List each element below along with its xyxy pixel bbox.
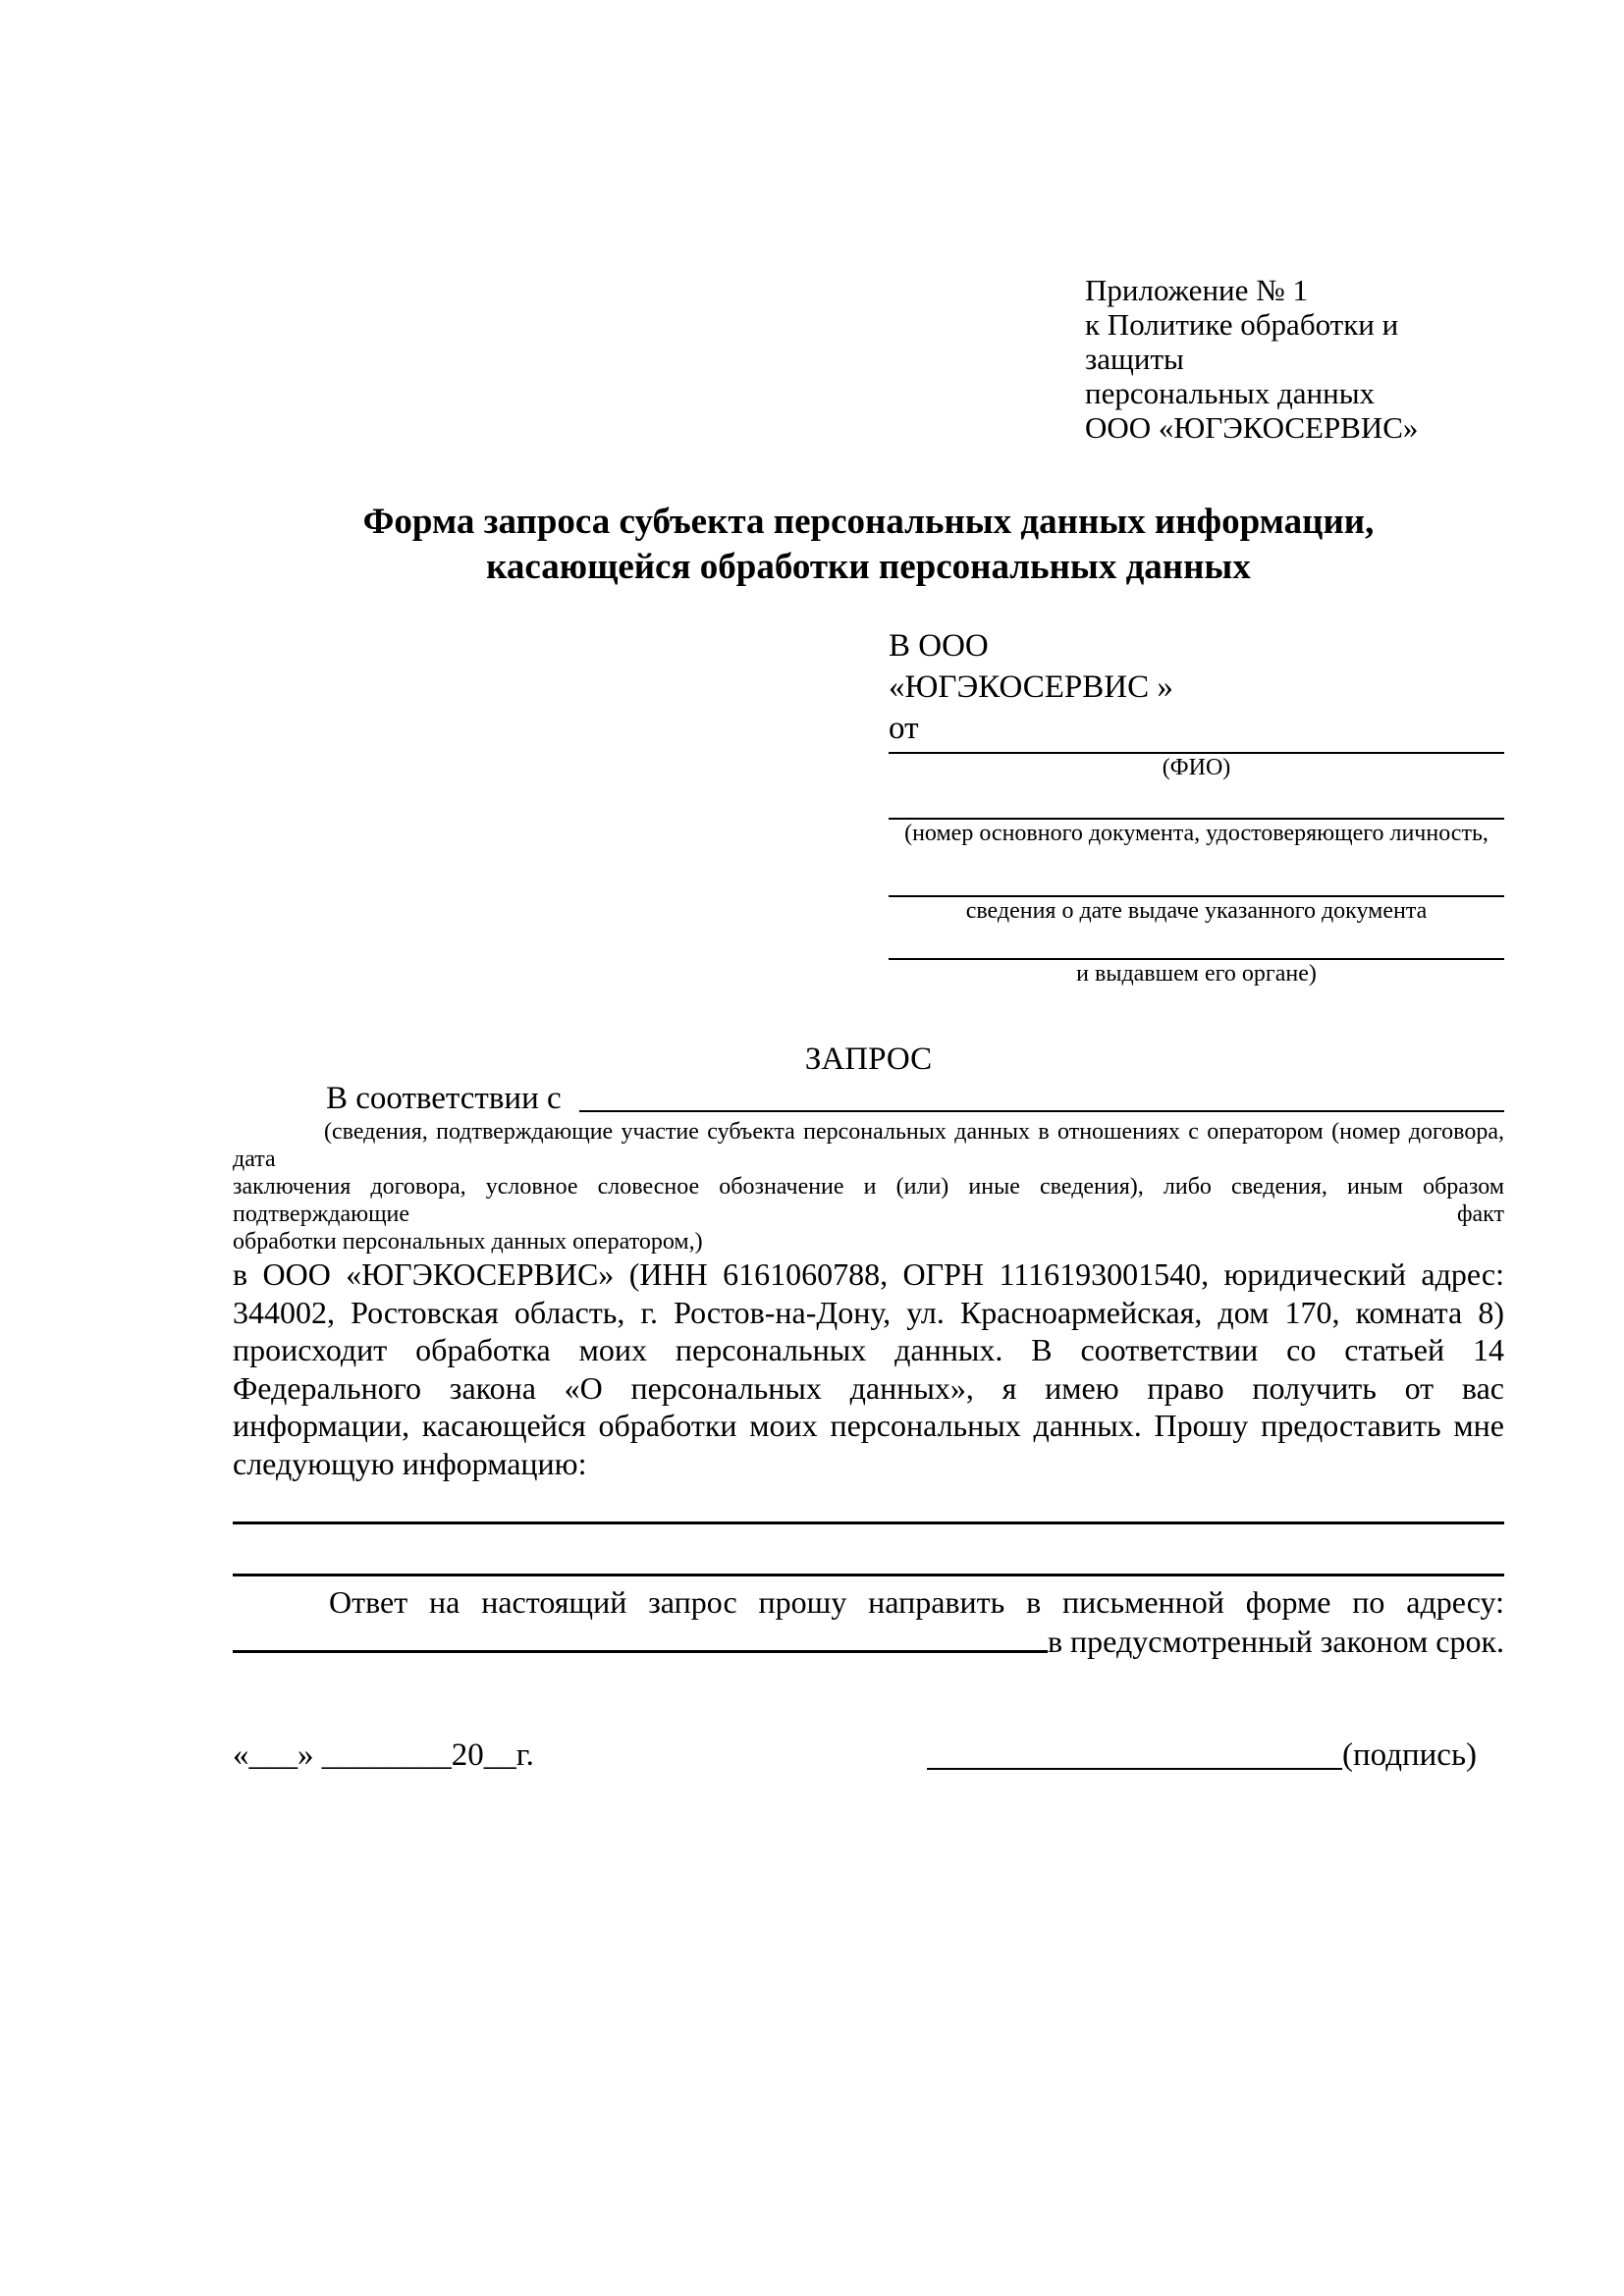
addressee-line: от: [889, 711, 919, 746]
information-blank-line: [233, 1524, 1504, 1576]
body-line: происходит обработка моих персональных данных. В соответствии со статьей 14: [233, 1332, 1504, 1367]
footer-row: [233, 1735, 1504, 1781]
document-title-line: касающейся обработки персональных данных: [486, 547, 1251, 587]
request-heading: ЗАПРОС: [804, 1041, 933, 1077]
body-line: следующую информацию:: [233, 1445, 587, 1481]
intro-row: [233, 1079, 1504, 1118]
annex-line: ООО «ЮГЭКОСЕРВИС»: [1085, 410, 1419, 445]
issue-date-field-caption: сведения о дате выдаче указанного документа: [965, 898, 1428, 924]
annex-line: Приложение № 1: [1085, 273, 1308, 307]
body-line: информации, касающейся обработки моих персональных данных. Прошу предоставить мне: [233, 1408, 1504, 1443]
document-title-line: Форма запроса субъекта персональных данных информации,: [362, 502, 1375, 542]
intro-label: В соответствии с: [326, 1081, 569, 1116]
intro-blank-line: [579, 1079, 1504, 1112]
addressee-block: [889, 625, 1504, 988]
signature-line: [927, 1768, 1342, 1770]
body-line: в ООО «ЮГЭКОСЕРВИС» (ИНН 6161060788, ОГРН 1116193001540, юридический адрес:: [233, 1256, 1504, 1292]
document-number-field-caption: (номер основного документа, удостоверяющего личность,: [904, 821, 1489, 846]
body-paragraph: [233, 1255, 1504, 1482]
intro-note-line: заключения договора, условное словесное обозначение и (или) иные сведения), либо сведения, иным образом подтверждающие факт: [233, 1174, 1504, 1227]
intro-note-line: обработки персональных данных оператором,): [233, 1229, 703, 1255]
body-line: 344002, Ростовская область, г. Ростов-на-Дону, ул. Красноармейская, дом 170, комната 8): [233, 1294, 1504, 1330]
intro-note-line: (сведения, подтверждающие участие субъекта персональных данных в отношениях с оператором (номер договора, дата: [233, 1119, 1504, 1172]
annex-line: персональных данных: [1085, 376, 1376, 410]
reply-tail: в предусмотренный законом срок.: [1047, 1624, 1504, 1659]
annex-block: [1085, 273, 1504, 445]
date-label: «___» ________20__г.: [233, 1737, 534, 1773]
reply-address-row: [233, 1622, 1504, 1661]
signature-caption: (подпись): [1342, 1737, 1477, 1773]
issuing-authority-field-caption: и выдавшем его органе): [1076, 961, 1317, 987]
addressee-line: «ЮГЭКОСЕРВИС »: [889, 669, 1173, 705]
intro-note: [233, 1118, 1504, 1255]
document-title: [233, 500, 1504, 590]
annex-line: к Политике обработки и защиты: [1085, 307, 1399, 376]
fio-field-caption: (ФИО): [1162, 755, 1231, 780]
body-line: Федерального закона «О персональных данных», я имею право получить от вас: [233, 1369, 1504, 1406]
reply-paragraph: Ответ на настоящий запрос прошу направить в письменной форме по адресу:: [329, 1584, 1504, 1620]
signature-block: [927, 1735, 1477, 1775]
information-blank-line: [233, 1482, 1504, 1524]
addressee-line: В ООО: [889, 628, 989, 664]
address-blank-line: [233, 1622, 1048, 1653]
page-content: [233, 0, 1504, 1781]
